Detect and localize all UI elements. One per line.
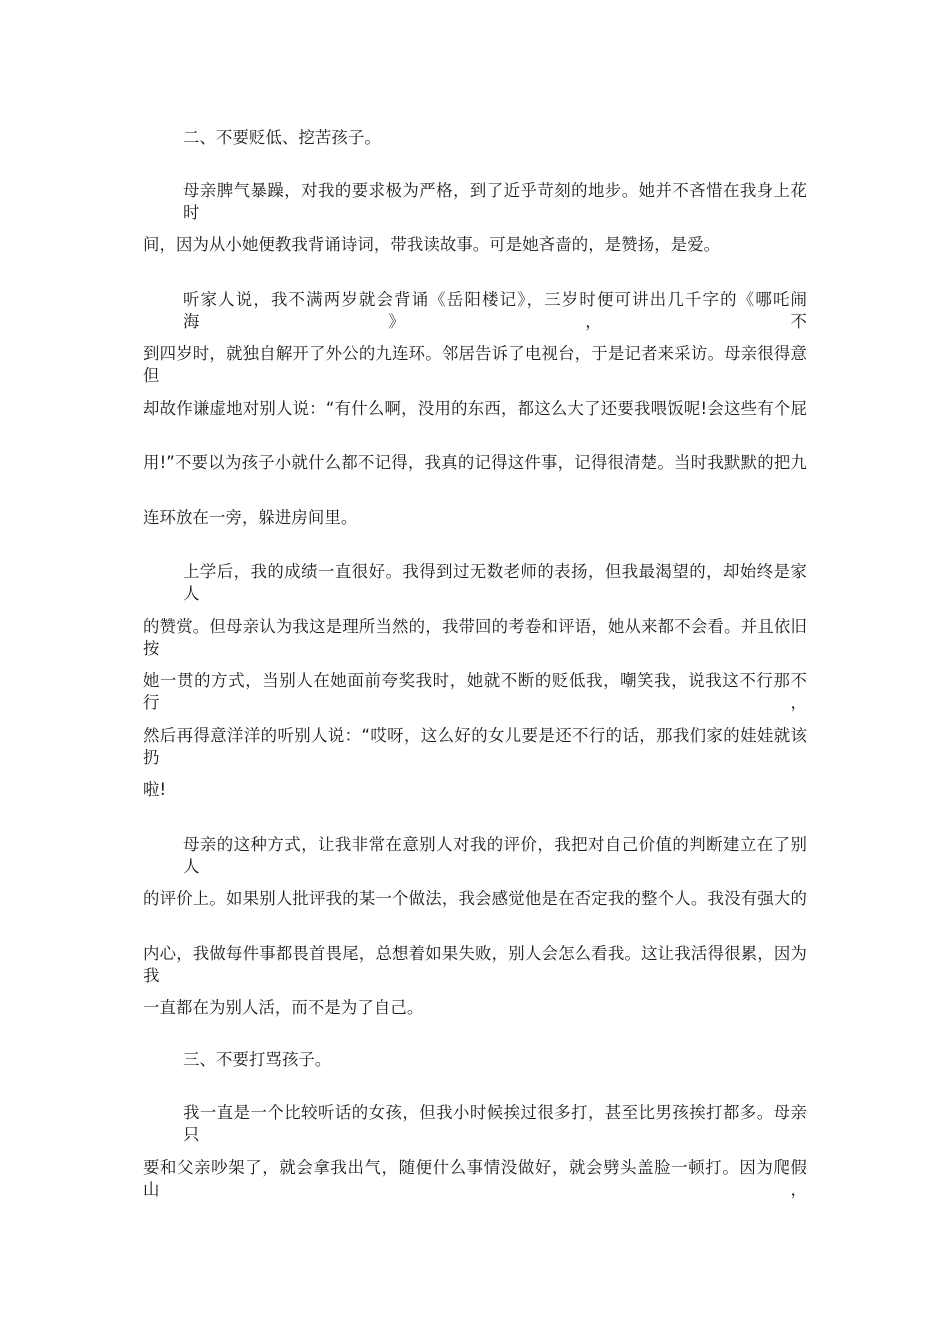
paragraph-line: 到四岁时，就独自解开了外公的九连环。邻居告诉了电视台，于是记者来采访。母亲很得意但 bbox=[143, 344, 807, 385]
paragraph-line: 用!”不要以为孩子小就什么都不记得，我真的记得这件事，记得很清楚。当时我默默的把九 bbox=[143, 453, 807, 472]
section-heading: 三、不要打骂孩子。 bbox=[183, 1050, 332, 1069]
paragraph-line: 间，因为从小她便教我背诵诗词，带我读故事。可是她吝啬的，是赞扬，是爱。 bbox=[143, 235, 721, 254]
paragraph-line: 然后再得意洋洋的听别人说：“哎呀，这么好的女儿要是还不行的话，那我们家的娃娃就该扔 bbox=[143, 726, 807, 767]
paragraph-line: 母亲的这种方式，让我非常在意别人对我的评价，我把对自己价值的判断建立在了别人 bbox=[183, 835, 807, 876]
paragraph-line: 听家人说，我不满两岁就会背诵《岳阳楼记》，三岁时便可讲出几千字的《哪吒闹海》，不 bbox=[183, 290, 807, 331]
paragraph-line: 啦! bbox=[143, 780, 167, 799]
paragraph-line: 上学后，我的成绩一直很好。我得到过无数老师的表扬，但我最渴望的，却始终是家人 bbox=[183, 562, 807, 603]
paragraph-line: 一直都在为别人活，而不是为了自己。 bbox=[143, 998, 424, 1017]
paragraph-line: 连环放在一旁，躲进房间里。 bbox=[143, 508, 358, 527]
paragraph-line: 要和父亲吵架了，就会拿我出气，随便什么事情没做好，就会劈头盖脸一顿打。因为爬假山， bbox=[143, 1158, 807, 1199]
paragraph-line: 她一贯的方式，当别人在她面前夸奖我时，她就不断的贬低我，嘲笑我，说我这不行那不行， bbox=[143, 671, 807, 712]
paragraph-line: 却故作谦虚地对别人说：“有什么啊，没用的东西，都这么大了还要我喂饭呢!会这些有个屁 bbox=[143, 399, 807, 418]
section-heading: 二、不要贬低、挖苦孩子。 bbox=[183, 128, 381, 147]
paragraph-line: 母亲脾气暴躁，对我的要求极为严格，到了近乎苛刻的地步。她并不吝惜在我身上花时 bbox=[183, 181, 807, 222]
paragraph-line: 内心，我做每件事都畏首畏尾，总想着如果失败，别人会怎么看我。这让我活得很累，因为我 bbox=[143, 944, 807, 985]
paragraph-line: 的评价上。如果别人批评我的某一个做法，我会感觉他是在否定我的整个人。我没有强大的 bbox=[143, 889, 807, 908]
paragraph-line: 我一直是一个比较听话的女孩，但我小时候挨过很多打，甚至比男孩挨打都多。母亲只 bbox=[183, 1103, 807, 1144]
paragraph-line: 的赞赏。但母亲认为我这是理所当然的，我带回的考卷和评语，她从来都不会看。并且依旧按 bbox=[143, 617, 807, 658]
